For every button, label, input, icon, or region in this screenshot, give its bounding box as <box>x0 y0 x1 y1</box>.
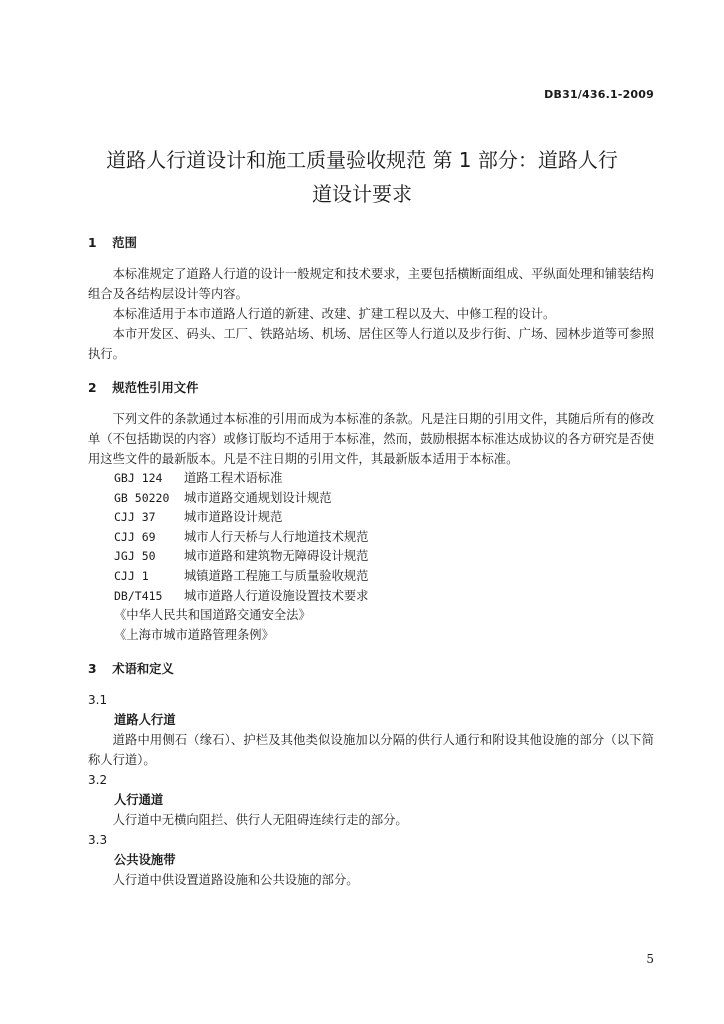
reference-list <box>88 469 654 606</box>
law-reference: 《上海市城市道路管理条例》 <box>114 627 274 642</box>
reference-name: 城市道路人行道设施设置技术要求 <box>184 588 369 603</box>
reference-code: CJJ 37 <box>114 510 156 525</box>
paragraph: 下列文件的条款通过本标准的引用而成为本标准的条款。凡是注日期的引用文件，其随后所有的修改单（不包括勘误的内容）或修订版均不适用于本标准，然而，鼓励根据本标准达成协议的各方研究是否使用这些文件的最新版本。凡是不注日期的引用文件，其最新版本适用于本标准。 <box>88 412 654 466</box>
reference-name: 城市道路交通规划设计规范 <box>184 490 332 505</box>
term-number: 3.3 <box>88 833 108 848</box>
section-title: 规范性引用文件 <box>112 381 199 395</box>
reference-code: CJJ 69 <box>114 529 156 544</box>
reference-code: GB 50220 <box>114 490 170 505</box>
term-definition: 人行道中供设置道路设施和公共设施的部分。 <box>112 873 359 888</box>
reference-code: DB/T415 <box>114 588 163 603</box>
reference-code: CJJ 1 <box>114 568 149 583</box>
reference-name: 城镇道路工程施工与质量验收规范 <box>184 568 369 583</box>
section-3-heading <box>88 659 654 679</box>
reference-item <box>88 567 654 587</box>
section-number: 2 <box>88 381 97 395</box>
reference-name: 道路工程术语标准 <box>184 471 283 485</box>
reference-name: 城市道路和建筑物无障碍设计规范 <box>184 549 369 564</box>
document-body <box>88 233 654 890</box>
term-entry <box>88 830 654 890</box>
term-entry <box>88 690 654 770</box>
section-number: 3 <box>88 662 97 677</box>
reference-item <box>88 489 654 509</box>
paragraph: 本标准适用于本市道路人行道的新建、改建、扩建工程以及大、中修工程的设计。 <box>112 307 556 321</box>
reference-name: 城市道路设计规范 <box>184 510 283 525</box>
reference-item <box>88 469 654 489</box>
term-name: 公共设施带 <box>114 853 176 868</box>
term-entry <box>88 770 654 830</box>
law-reference: 《中华人民共和国道路交通安全法》 <box>114 608 311 623</box>
document-title <box>70 143 654 211</box>
reference-name: 城市人行天桥与人行地道技术规范 <box>184 529 369 544</box>
paragraph: 本标准规定了道路人行道的设计一般规定和技术要求，主要包括横断面组成、平纵面处理和铺装结构组合及各结构层设计等内容。 <box>88 267 654 301</box>
title-line-1: 道路人行道设计和施工质量验收规范 第 1 部分：道路人行 <box>106 148 618 172</box>
term-definition: 人行道中无横向阻拦、供行人无阻碍连续行走的部分。 <box>112 813 408 828</box>
term-name: 道路人行道 <box>114 713 176 728</box>
reference-item <box>88 587 654 607</box>
document-id: DB31/436.1-2009 <box>544 88 654 101</box>
paragraph: 本市开发区、码头、工厂、铁路站场、机场、居住区等人行道以及步行街、广场、园林步道等可参照执行。 <box>88 327 654 361</box>
term-number: 3.2 <box>88 773 108 788</box>
term-name: 人行通道 <box>114 793 164 808</box>
term-definition: 道路中用侧石（缘石）、护栏及其他类似设施加以分隔的供行人通行和附设其他设施的部分（以下简称人行道）。 <box>88 733 654 768</box>
reference-code: GBJ 124 <box>114 471 163 485</box>
title-line-2: 道设计要求 <box>312 182 412 206</box>
section-number: 1 <box>88 236 97 250</box>
term-number: 3.1 <box>88 693 108 708</box>
section-2-heading <box>88 378 654 398</box>
section-1-heading <box>88 233 654 253</box>
page-number: 5 <box>646 952 654 966</box>
section-title: 术语和定义 <box>112 662 174 677</box>
reference-item <box>88 547 654 567</box>
reference-item <box>88 508 654 528</box>
reference-item <box>88 528 654 548</box>
section-title: 范围 <box>112 236 137 250</box>
reference-code: JGJ 50 <box>114 549 156 564</box>
